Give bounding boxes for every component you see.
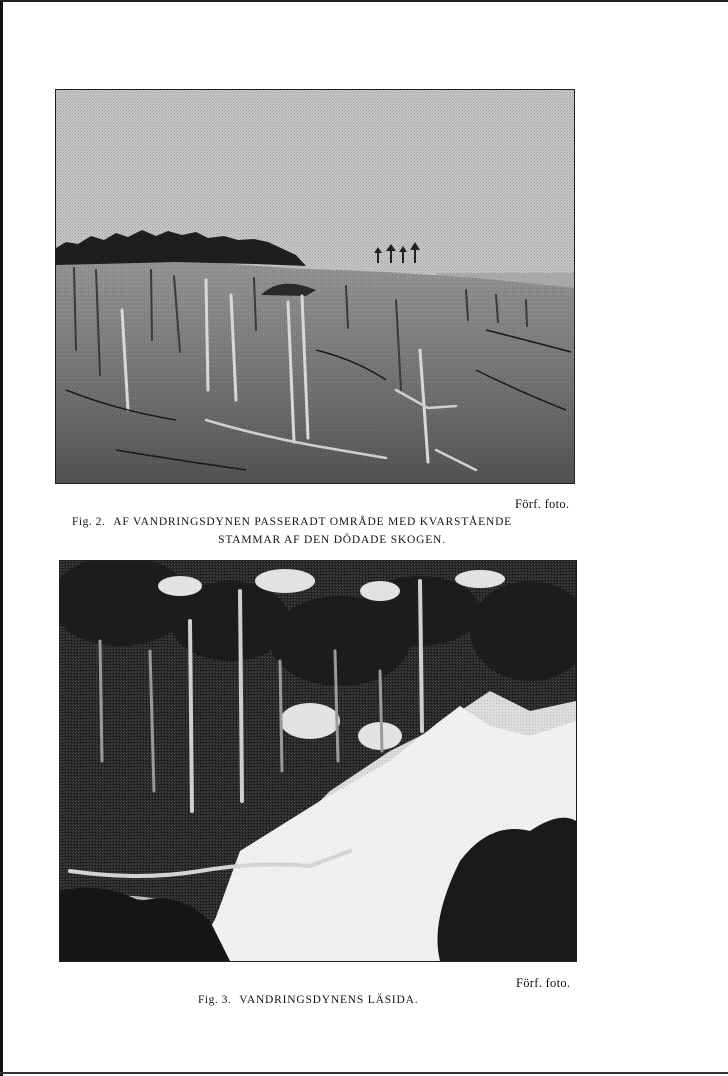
page-bottom-edge (0, 1072, 728, 1074)
fig-2-photo (55, 89, 575, 484)
fig-3-label: Fig. 3. (198, 994, 232, 1006)
fig-3-photo-credit: Förf. foto. (516, 976, 571, 990)
fig-3-photo (59, 560, 577, 962)
fig-2-caption (72, 513, 572, 549)
fig-2-photo-credit: Förf. foto. (515, 497, 570, 511)
fig-3-caption (198, 991, 418, 1009)
fig-2-caption-line2: STAMMAR AF DEN DÖDADE SKOGEN. (218, 534, 446, 546)
fig-3-caption-text: VANDRINGSDYNENS LÄSIDA. (239, 994, 419, 1006)
page-left-edge (0, 0, 3, 1076)
fig-2-label: Fig. 2. (72, 516, 106, 528)
page-top-edge (0, 0, 728, 2)
fig-2-caption-line1: AF VANDRINGSDYNEN PASSERADT OMRÅDE MED KVARSTÅENDE (113, 516, 513, 528)
